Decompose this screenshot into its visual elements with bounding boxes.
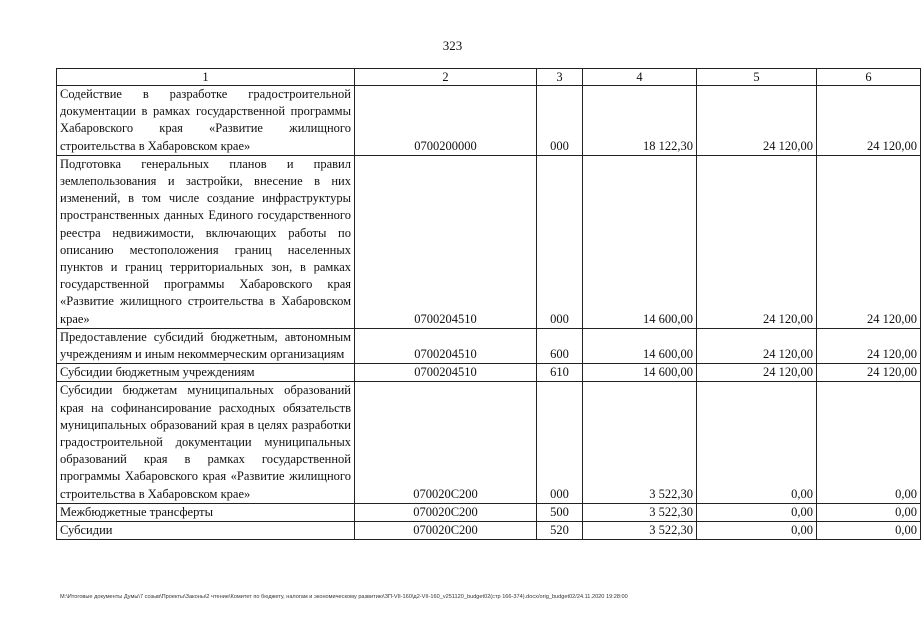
table-row [57,503,921,521]
expense-type-code: 000 [537,86,583,156]
table-row [57,382,921,503]
amount-col6: 24 120,00 [817,328,921,363]
target-article-code: 0700204510 [355,328,537,363]
row-description: Межбюджетные трансферты [57,503,355,521]
table-header-row [57,69,921,86]
expense-type-code: 600 [537,328,583,363]
amount-col4: 3 522,30 [583,382,697,503]
header-cell: 1 [57,69,355,86]
amount-col4: 14 600,00 [583,155,697,328]
row-description: Субсидии [57,522,355,540]
amount-col5: 0,00 [697,503,817,521]
row-description: Субсидии бюджетам муниципальных образований края на софинансирование расходных обязательств муниципальных образований края в целях разработки градостроительной документации муниципальных образований края в рамках государственной программы Хабаровского края «Развитие жилищного строительства в Хабаровском крае» [57,382,355,503]
amount-col6: 24 120,00 [817,86,921,156]
amount-col5: 0,00 [697,382,817,503]
target-article-code: 0700204510 [355,155,537,328]
amount-col5: 24 120,00 [697,86,817,156]
amount-col4: 3 522,30 [583,503,697,521]
amount-col5: 24 120,00 [697,328,817,363]
row-description: Подготовка генеральных планов и правил землепользования и застройки, внесение в них изменений, в том числе создание инфраструктуры пространственных данных Единого государственного реестра недвижимости, включающих работы по описанию местоположения границ населенных пунктов и границ территориальных зон, в рамках государственной программы Хабаровского края «Развитие жилищного строительства в Хабаровском крае» [57,155,355,328]
target-article-code: 070020С200 [355,382,537,503]
table-row [57,522,921,540]
target-article-code: 0700200000 [355,86,537,156]
amount-col6: 0,00 [817,382,921,503]
amount-col6: 0,00 [817,503,921,521]
header-cell: 3 [537,69,583,86]
header-cell: 4 [583,69,697,86]
table-row [57,328,921,363]
expense-type-code: 000 [537,382,583,503]
row-description: Содействие в разработке градостроительной документации в рамках государственной программы Хабаровского края «Развитие жилищного строительства в Хабаровском крае» [57,86,355,156]
header-cell: 2 [355,69,537,86]
amount-col4: 14 600,00 [583,328,697,363]
amount-col6: 24 120,00 [817,364,921,382]
expense-type-code: 520 [537,522,583,540]
file-path-footer: M:\Итоговые документы Думы\7 созыв\Проекты\Законы\2 чтение\Комитет по бюджету, налогам и экономическому развитию\ЗП-VII-160\д2-VII-160_v251120_budget02(стр 166-374).docx/orig_budget02/24.11.2020 19:28:00 [60,594,628,600]
amount-col4: 3 522,30 [583,522,697,540]
amount-col5: 24 120,00 [697,364,817,382]
amount-col4: 14 600,00 [583,364,697,382]
table-row [57,364,921,382]
row-description: Предоставление субсидий бюджетным, автономным учреждениям и иным некоммерческим организациям [57,328,355,363]
header-cell: 5 [697,69,817,86]
amount-col6: 0,00 [817,522,921,540]
amount-col6: 24 120,00 [817,155,921,328]
table-row [57,86,921,156]
amount-col5: 24 120,00 [697,155,817,328]
expense-type-code: 610 [537,364,583,382]
target-article-code: 0700204510 [355,364,537,382]
target-article-code: 070020С200 [355,522,537,540]
header-cell: 6 [817,69,921,86]
expense-type-code: 500 [537,503,583,521]
row-description: Субсидии бюджетным учреждениям [57,364,355,382]
amount-col4: 18 122,30 [583,86,697,156]
amount-col5: 0,00 [697,522,817,540]
table-row [57,155,921,328]
page-number: 323 [442,38,463,53]
budget-table [56,68,921,540]
expense-type-code: 000 [537,155,583,328]
target-article-code: 070020С200 [355,503,537,521]
